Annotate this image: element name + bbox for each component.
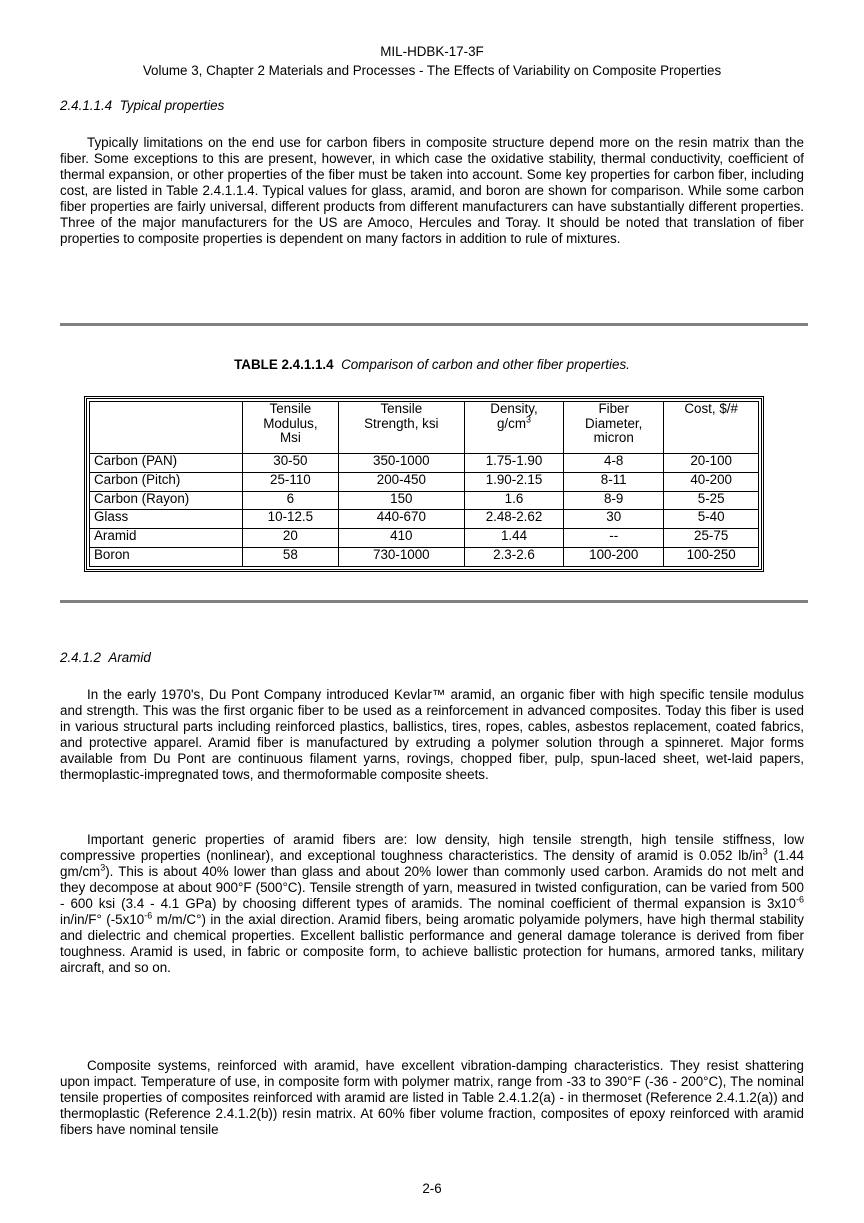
cell-cost: 20-100 bbox=[664, 454, 759, 473]
header-diameter: Fiber Diameter, micron bbox=[564, 402, 664, 454]
cell-strength: 200-450 bbox=[338, 472, 464, 491]
cell-material: Glass bbox=[90, 510, 243, 529]
section-title: Aramid bbox=[108, 650, 151, 665]
section-title: Typical properties bbox=[119, 98, 225, 113]
cell-strength: 440-670 bbox=[338, 510, 464, 529]
paragraph-text: In the early 1970's, Du Pont Company introduced Kevlar™ aramid, an organic fiber with high specific tensile modulus and strength. This was the first organic fiber to be used as a reinforcement in advanced composites. Today this fiber is used in various structural parts including reinforced plastics, ballistics, tires, ropes, cables, asbestos replacement, coated fabrics, and protective apparel. Aramid fiber is manufactured by extruding a polymer solution through a spinneret. Major forms available from Du Pont are continuous filament yarns, rovings, chopped fiber, pulp, spun-laced sheet, wet-laid papers, thermoplastic-impregnated tows, and thermoformable composite sheets. bbox=[60, 687, 804, 782]
cell-cost: 25-75 bbox=[664, 529, 759, 548]
cell-strength: 730-1000 bbox=[338, 548, 464, 567]
cell-modulus: 30-50 bbox=[243, 454, 339, 473]
fiber-properties-table bbox=[89, 401, 759, 567]
aramid-paragraph-3 bbox=[60, 1058, 804, 1138]
cell-material: Carbon (PAN) bbox=[90, 454, 243, 473]
section-number: 2.4.1.2 bbox=[60, 650, 101, 665]
section-number: 2.4.1.1.4 bbox=[60, 98, 113, 113]
cell-material: Aramid bbox=[90, 529, 243, 548]
cell-modulus: 58 bbox=[243, 548, 339, 567]
paragraph-text: Composite systems, reinforced with aramid, have excellent vibration-damping characteristics. They resist shattering upon impact. Temperature of use, in composite form with polymer matrix, range from -33 to 390°F (-36 - 200°C), The nominal tensile properties of composites reinforced with aramid are listed in Table 2.4.1.2(a) - in thermoset (Reference 2.4.1.2(a)) and thermoplastic (Reference 2.4.1.2(b)) resin matrix. At 60% fiber volume fraction, composites of epoxy reinforced with aramid fibers have nominal tensile bbox=[60, 1058, 804, 1137]
table-row bbox=[90, 454, 759, 473]
section-heading-typical bbox=[60, 98, 224, 114]
paragraph-text: Typically limitations on the end use for carbon fibers in composite structure depend more on the resin matrix than the fiber. Some exceptions to this are present, however, in which case the oxidative stability, thermal conductivity, coefficient of thermal expansion, or other properties of the fiber must be taken into account. Some key properties for carbon fiber, including cost, are listed in Table 2.4.1.1.4. Typical values for glass, aramid, and boron are shown for comparison. While some carbon fiber properties are fairly universal, different products from different manufacturers can have substantially different properties. Three of the major manufacturers for the US are Amoco, Hercules and Toray. It should be noted that translation of fiber properties to composite properties is dependent on many factors in addition to rule of mixtures. bbox=[60, 135, 804, 246]
header-strength: Tensile Strength, ksi bbox=[338, 402, 464, 454]
table-row bbox=[90, 529, 759, 548]
cell-diameter: 30 bbox=[564, 510, 664, 529]
table-row bbox=[90, 472, 759, 491]
table-row bbox=[90, 491, 759, 510]
cell-modulus: 10-12.5 bbox=[243, 510, 339, 529]
cell-cost: 100-250 bbox=[664, 548, 759, 567]
horizontal-rule-top bbox=[60, 323, 808, 326]
horizontal-rule-bottom bbox=[60, 600, 808, 603]
cell-modulus: 25-110 bbox=[243, 472, 339, 491]
cell-diameter: 8-11 bbox=[564, 472, 664, 491]
section-heading-aramid bbox=[60, 650, 151, 666]
cell-density: 1.6 bbox=[464, 491, 563, 510]
cell-diameter: 100-200 bbox=[564, 548, 664, 567]
cell-density: 1.44 bbox=[464, 529, 563, 548]
cell-cost: 40-200 bbox=[664, 472, 759, 491]
cell-strength: 350-1000 bbox=[338, 454, 464, 473]
table-caption bbox=[0, 357, 864, 373]
cell-cost: 5-25 bbox=[664, 491, 759, 510]
cell-material: Carbon (Rayon) bbox=[90, 491, 243, 510]
table-row bbox=[90, 548, 759, 567]
cell-diameter: 4-8 bbox=[564, 454, 664, 473]
cell-density: 2.48-2.62 bbox=[464, 510, 563, 529]
cell-density: 1.90-2.15 bbox=[464, 472, 563, 491]
cell-cost: 5-40 bbox=[664, 510, 759, 529]
header-modulus: Tensile Modulus, Msi bbox=[243, 402, 339, 454]
header-density: Density, $g/cm^3$ bbox=[464, 402, 563, 454]
typical-properties-paragraph bbox=[60, 135, 804, 247]
aramid-paragraph-2 bbox=[60, 832, 804, 976]
chapter-header: Volume 3, Chapter 2 Materials and Processes - The Effects of Variability on Composite Properties bbox=[142, 63, 722, 78]
cell-strength: 150 bbox=[338, 491, 464, 510]
cell-diameter: 8-9 bbox=[564, 491, 664, 510]
cell-density: 1.75-1.90 bbox=[464, 454, 563, 473]
cell-strength: 410 bbox=[338, 529, 464, 548]
cell-modulus: 6 bbox=[243, 491, 339, 510]
page-number: 2-6 bbox=[422, 1181, 442, 1196]
cell-density: 2.3-2.6 bbox=[464, 548, 563, 567]
table-row bbox=[90, 510, 759, 529]
header-cost: Cost, $/# bbox=[664, 402, 759, 454]
header-material bbox=[90, 402, 243, 454]
fiber-properties-table-frame bbox=[84, 396, 764, 572]
document-id: MIL-HDBK-17-3F bbox=[380, 44, 484, 59]
paragraph-text: Important generic properties of aramid fibers are: low density, high tensile strength, high tensile stiffness, low compressive properties (nonlinear), and exceptional toughness characteristics. The density of aramid is 0.052 $lb/in^3$ (1.44 $gm/cm^3$). This is about 40% lower than glass and about 20% lower than commonly used carbon. Aramids do not melt and they decompose at about 900°F (500°C). Tensile strength of yarn, measured in twisted configuration, can be varied from 500 - 600 ksi (3.4 - 4.1 GPa) by choosing different types of aramids. The nominal coefficient of thermal expansion is $3x10^{-6}$ in/in/F° ($-5x10^{-6}$ m/m/C°) in the axial direction. Aramid fibers, being aromatic polyamide polymers, have high thermal stability and dielectric and chemical properties. Excellent ballistic performance and general damage tolerance is derived from fiber toughness. Aramid is used, in fabric or composite form, to achieve ballistic protection for humans, armored tanks, military aircraft, and so on. bbox=[60, 832, 804, 975]
table-caption-text: Comparison of carbon and other fiber properties. bbox=[341, 357, 630, 372]
cell-diameter: -- bbox=[564, 529, 664, 548]
table-header-row bbox=[90, 402, 759, 454]
cell-modulus: 20 bbox=[243, 529, 339, 548]
table-label: TABLE 2.4.1.1.4 bbox=[234, 357, 334, 372]
cell-material: Boron bbox=[90, 548, 243, 567]
aramid-paragraph-1 bbox=[60, 687, 804, 783]
cell-material: Carbon (Pitch) bbox=[90, 472, 243, 491]
